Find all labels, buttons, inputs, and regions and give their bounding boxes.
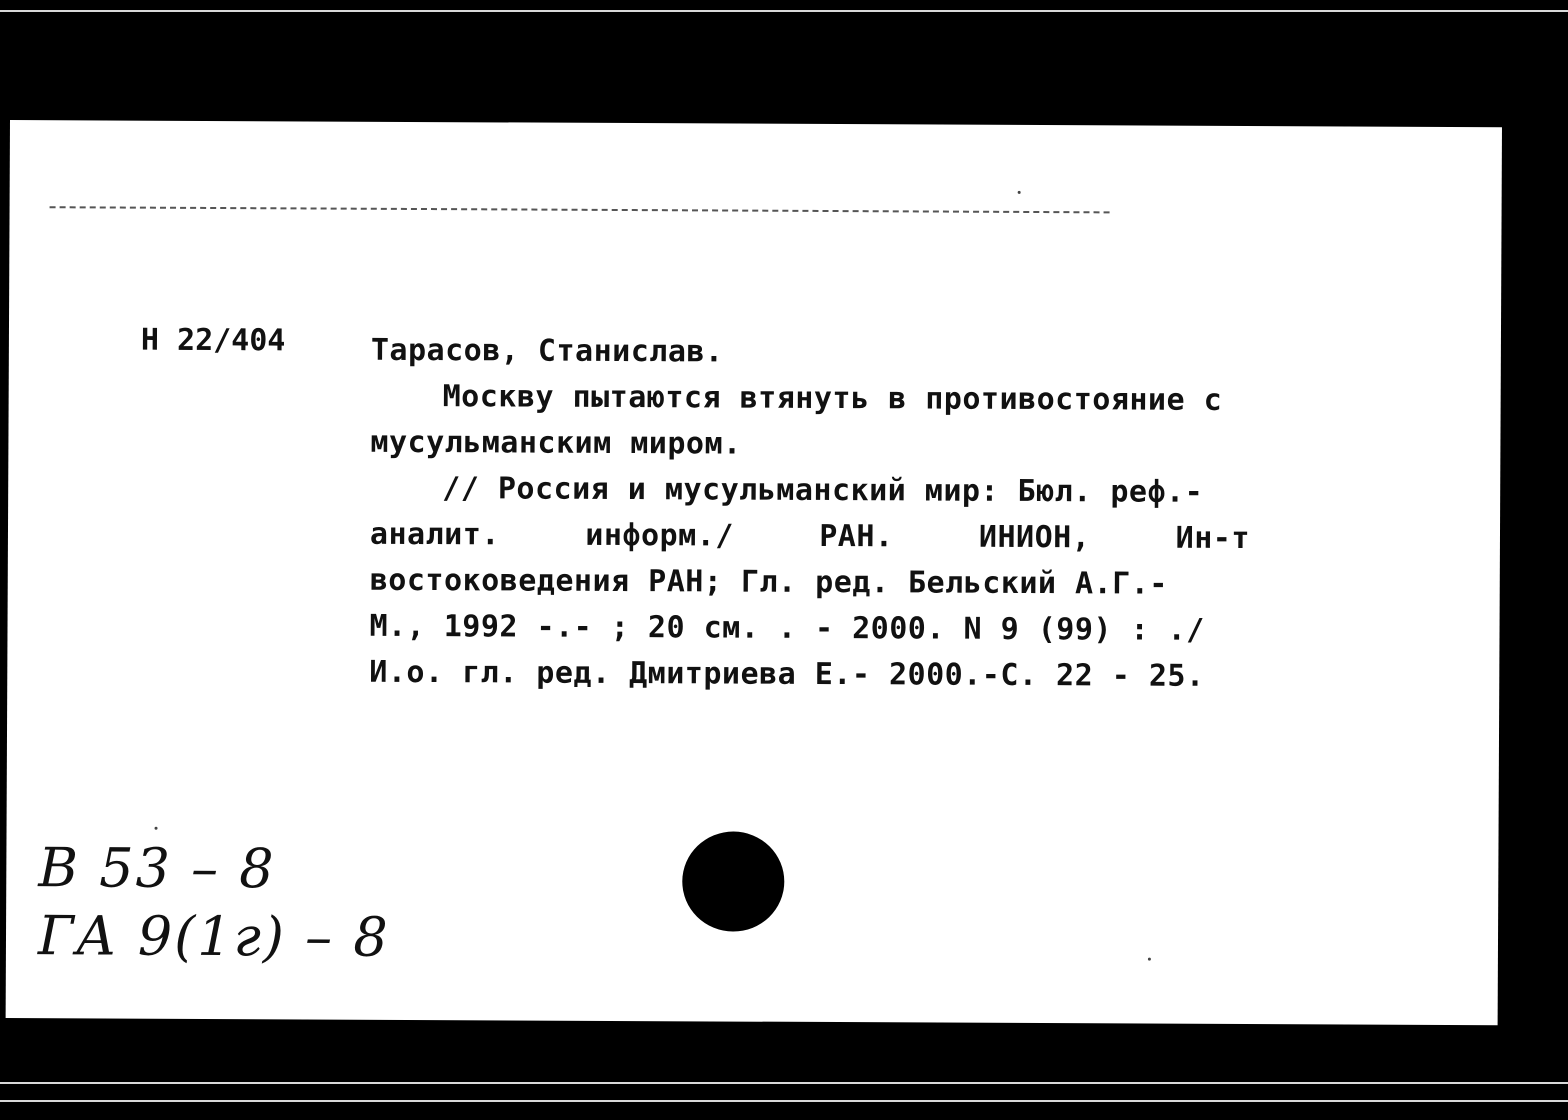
- source-line-1: // Россия и мусульманский мир: Бюл. реф.-: [442, 471, 1204, 510]
- speck: [1018, 191, 1021, 194]
- punch-hole: [682, 831, 784, 931]
- shelfmark: Н 22/404: [140, 322, 286, 359]
- speck: [1148, 958, 1151, 961]
- speck: [155, 827, 158, 830]
- bibliographic-entry: [369, 328, 1331, 701]
- handwritten-classification-1: В 53 – 8: [38, 836, 276, 901]
- source-line-2: аналит. информ./ РАН. ИНИОН, Ин-т: [369, 516, 1251, 557]
- source-line-3: востоковедения РАН; Гл. ред. Бельский А.Г.-: [369, 562, 1168, 602]
- title-line-1: Москву пытаются втянуть в противостояние с: [442, 379, 1223, 418]
- catalog-card: [6, 120, 1502, 1025]
- card-top-rule: [50, 206, 1110, 213]
- author: Тарасов, Станислав.: [370, 332, 724, 370]
- scan-border-top: [0, 10, 1568, 12]
- source-line-4: М., 1992 -.- ; 20 см. . - 2000. N 9 (99) : ./: [369, 608, 1205, 648]
- scan-border-bottom-1: [0, 1082, 1568, 1084]
- source-line-5: И.о. гл. ред. Дмитриева Е.- 2000.-С. 22 - 25.: [369, 654, 1205, 694]
- scan-border-bottom-2: [0, 1100, 1568, 1102]
- title-line-2: мусульманским миром.: [370, 424, 742, 462]
- handwritten-classification-2: ГА 9(1г) – 8: [37, 904, 390, 969]
